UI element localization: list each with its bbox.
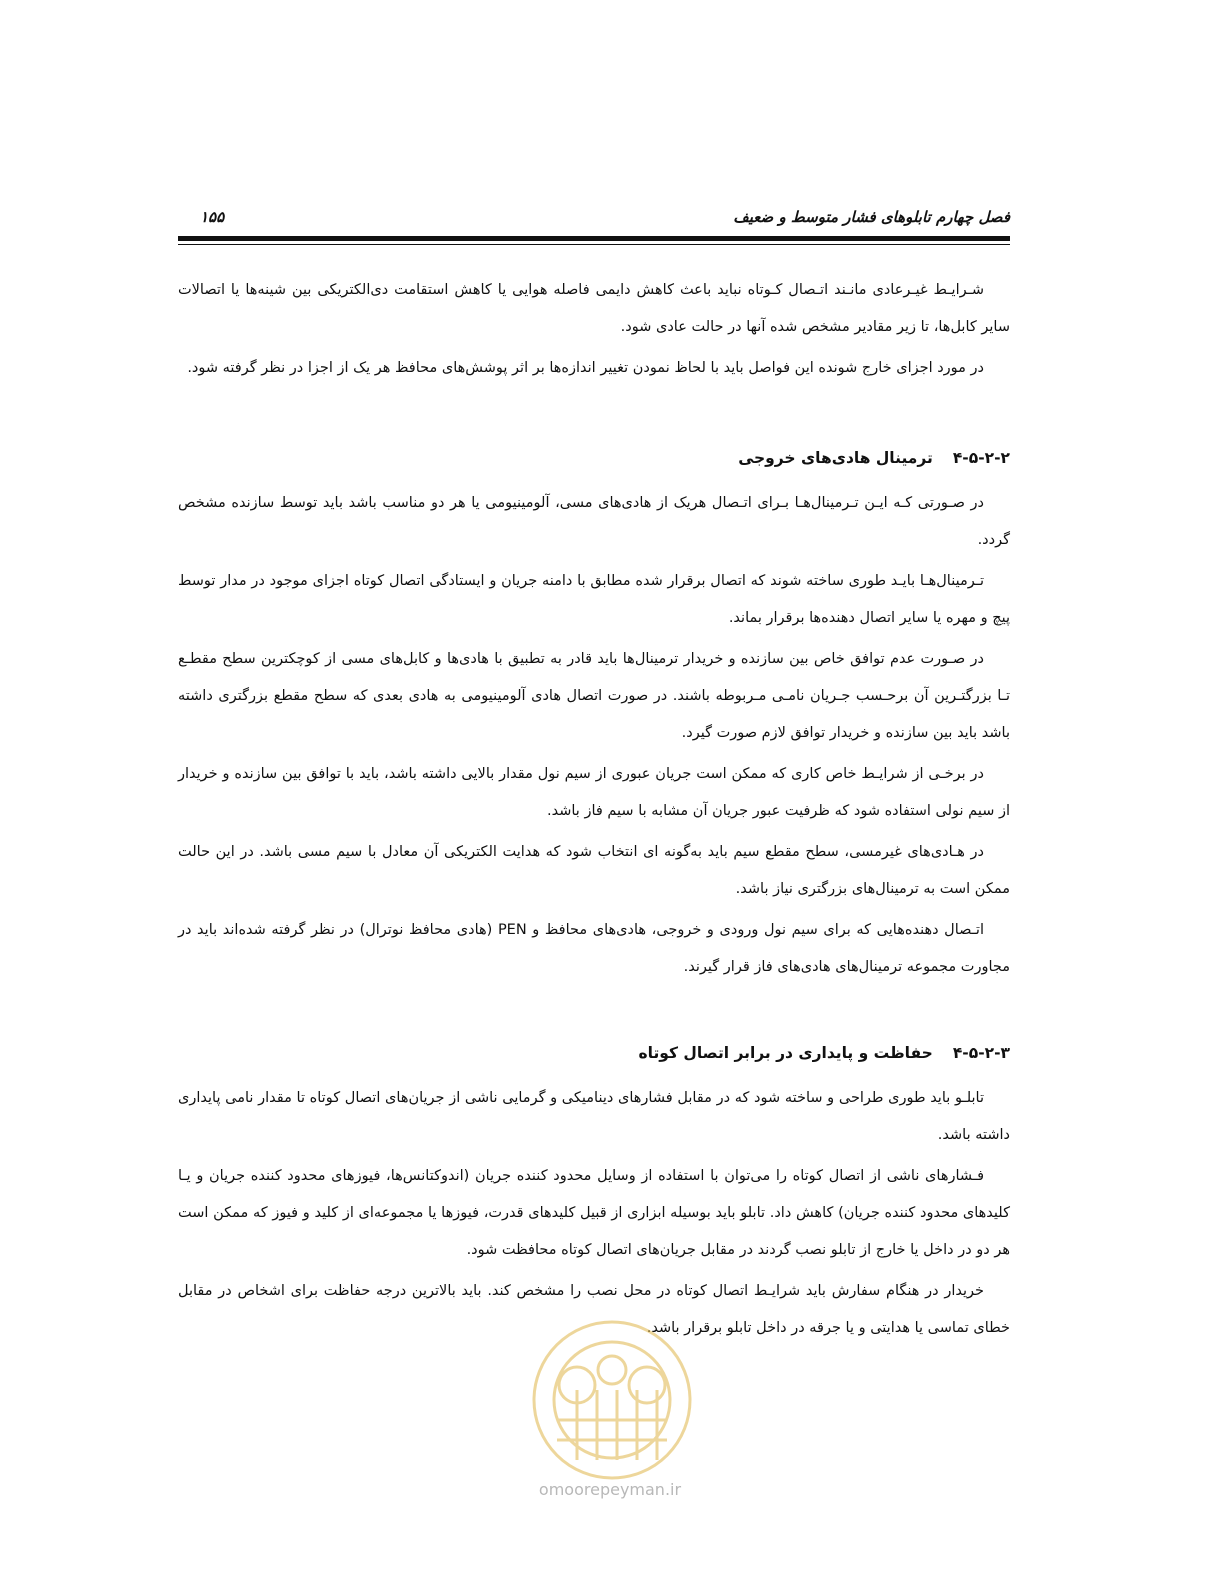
- body-content: [178, 272, 1010, 1351]
- section-heading: [178, 443, 1010, 473]
- watermark-url: omoorepeyman.ir: [538, 1480, 682, 1499]
- page-number: ۱۵۵: [200, 208, 225, 226]
- intro-paragraph: شـرایـط غیـرعادی مانـند اتـصال کـوتاه نباید باعث کاهش دایمی فاصله هوایی یا کاهش استقامت دی‌الکتریکی بین شینه‌ها یا اتصالات سایر کابل‌ها، تا زیر مقادیر مشخص شده آنها در حالت عادی شود.: [178, 282, 1010, 335]
- body-paragraph: در صـورتی کـه ایـن تـرمینال‌هـا بـرای اتـصال هریک از هادی‌های مسی، آلومینیومی یا هر دو مناسب باشد باید توسط سازنده مشخص گردد.: [178, 495, 1010, 548]
- section-number: ۴-۵-۲-۳: [952, 1044, 1010, 1062]
- section-spacer: [178, 990, 1010, 1038]
- body-paragraph: در برخـی از شرایـط خاص کاری که ممکن است جریان عبوری از سیم نول مقدار بالایی داشته باشد، باید با توافق بین سازنده و خریدار از سیم نولی استفاده شود که ظرفیت عبور جریان آن مشابه با سیم فاز باشد.: [178, 766, 1010, 819]
- body-paragraph: فـشارهای ناشی از اتصال کوتاه را می‌توان با استفاده از وسایل محدود کننده جریان (اندوکتانس‌ها، فیوزهای محدود کننده جریان و یـا کلیدهای محدود کننده جریان) کاهش داد. تابلو باید بوسیله ابزاری از قبیل کلیدهای قدرت، فیوزها یا مجموعه‌ای از کلید و فیوز که ممکن است هر دو در داخل یا خارج از تابلو نصب گردند در مقابل جریان‌های اتصال کوتاه محافظت شود.: [178, 1168, 1010, 1258]
- body-paragraph: در هـادی‌های غیرمسی، سطح مقطع سیم باید به‌گونه ای انتخاب شود که هدایت الکتریکی آن معادل با سیم مسی باشد. در این حالت ممکن است به ترمینال‌های بزرگتری نیاز باشد.: [178, 844, 1010, 897]
- body-paragraph: در صـورت عدم توافق خاص بین سازنده و خریدار ترمینال‌ها باید قادر به تطبیق با هادی‌ها و کابل‌های مسی از کوچکترین سطح مقطـع تـا بزرگتـرین آن برحـسب جـریان نامـی مـربوطه باشند. در صورت اتصال هادی آلومینیومی به هادی بعدی که سطح مقطع بزرگتری داشته باشد باید بین سازنده و خریدار توافق لازم صورت گیرد.: [178, 651, 1010, 741]
- section-number: ۴-۵-۲-۲: [952, 449, 1010, 467]
- header-rule-thick: [178, 236, 1010, 241]
- section-title: ترمینال هادی‌های خروجی: [738, 449, 933, 467]
- chapter-title: فصل چهارم تابلوهای فشار متوسط و ضعیف: [733, 208, 1010, 226]
- page-header: [178, 204, 1010, 234]
- body-paragraph: تابلـو باید طوری طراحی و ساخته شود که در مقابل فشارهای دینامیکی و گرمایی ناشی از جریان‌های اتصال کوتاه تا مقدار نامی پایداری داشته باشد.: [178, 1090, 1010, 1143]
- watermark-logo: [497, 1290, 727, 1510]
- intro-paragraph: در مورد اجزای خارج شونده این فواصل باید با لحاظ نمودن تغییر اندازه‌ها بر اثر پوشش‌های محافظ هر یک از اجزا در نظر گرفته شود.: [187, 360, 984, 376]
- body-paragraph: خریدار در هنگام سفارش باید شرایـط اتصال کوتاه در محل نصب را مشخص کند. باید بالاترین درجه حفاظت برای اشخاص در مقابل خطای تماسی یا هدایتی و یا جرقه در داخل تابلو برقرار باشد.: [178, 1283, 1010, 1336]
- body-paragraph: تـرمینال‌هـا بایـد طوری ساخته شوند که اتصال برقرار شده مطابق با دامنه جریان و ایستادگی اتصال کوتاه اجزای موجود در مدار توسط پیچ و مهره یا سایر اتصال دهنده‌ها برقرار بماند.: [178, 573, 1010, 626]
- section-spacer: [178, 391, 1010, 443]
- section-heading: [178, 1038, 1010, 1068]
- header-rule-thin: [178, 244, 1010, 245]
- section-title: حفاظت و پایداری در برابر اتصال کوتاه: [638, 1044, 933, 1062]
- body-paragraph: اتـصال دهنده‌هایی که برای سیم نول ورودی و خروجی، هادی‌های محافظ و PEN (هادی محافظ نوترال) در نظر گرفته شده‌اند باید در مجاورت مجموعه ترمینال‌های هادی‌های فاز قرار گیرند.: [178, 922, 1010, 975]
